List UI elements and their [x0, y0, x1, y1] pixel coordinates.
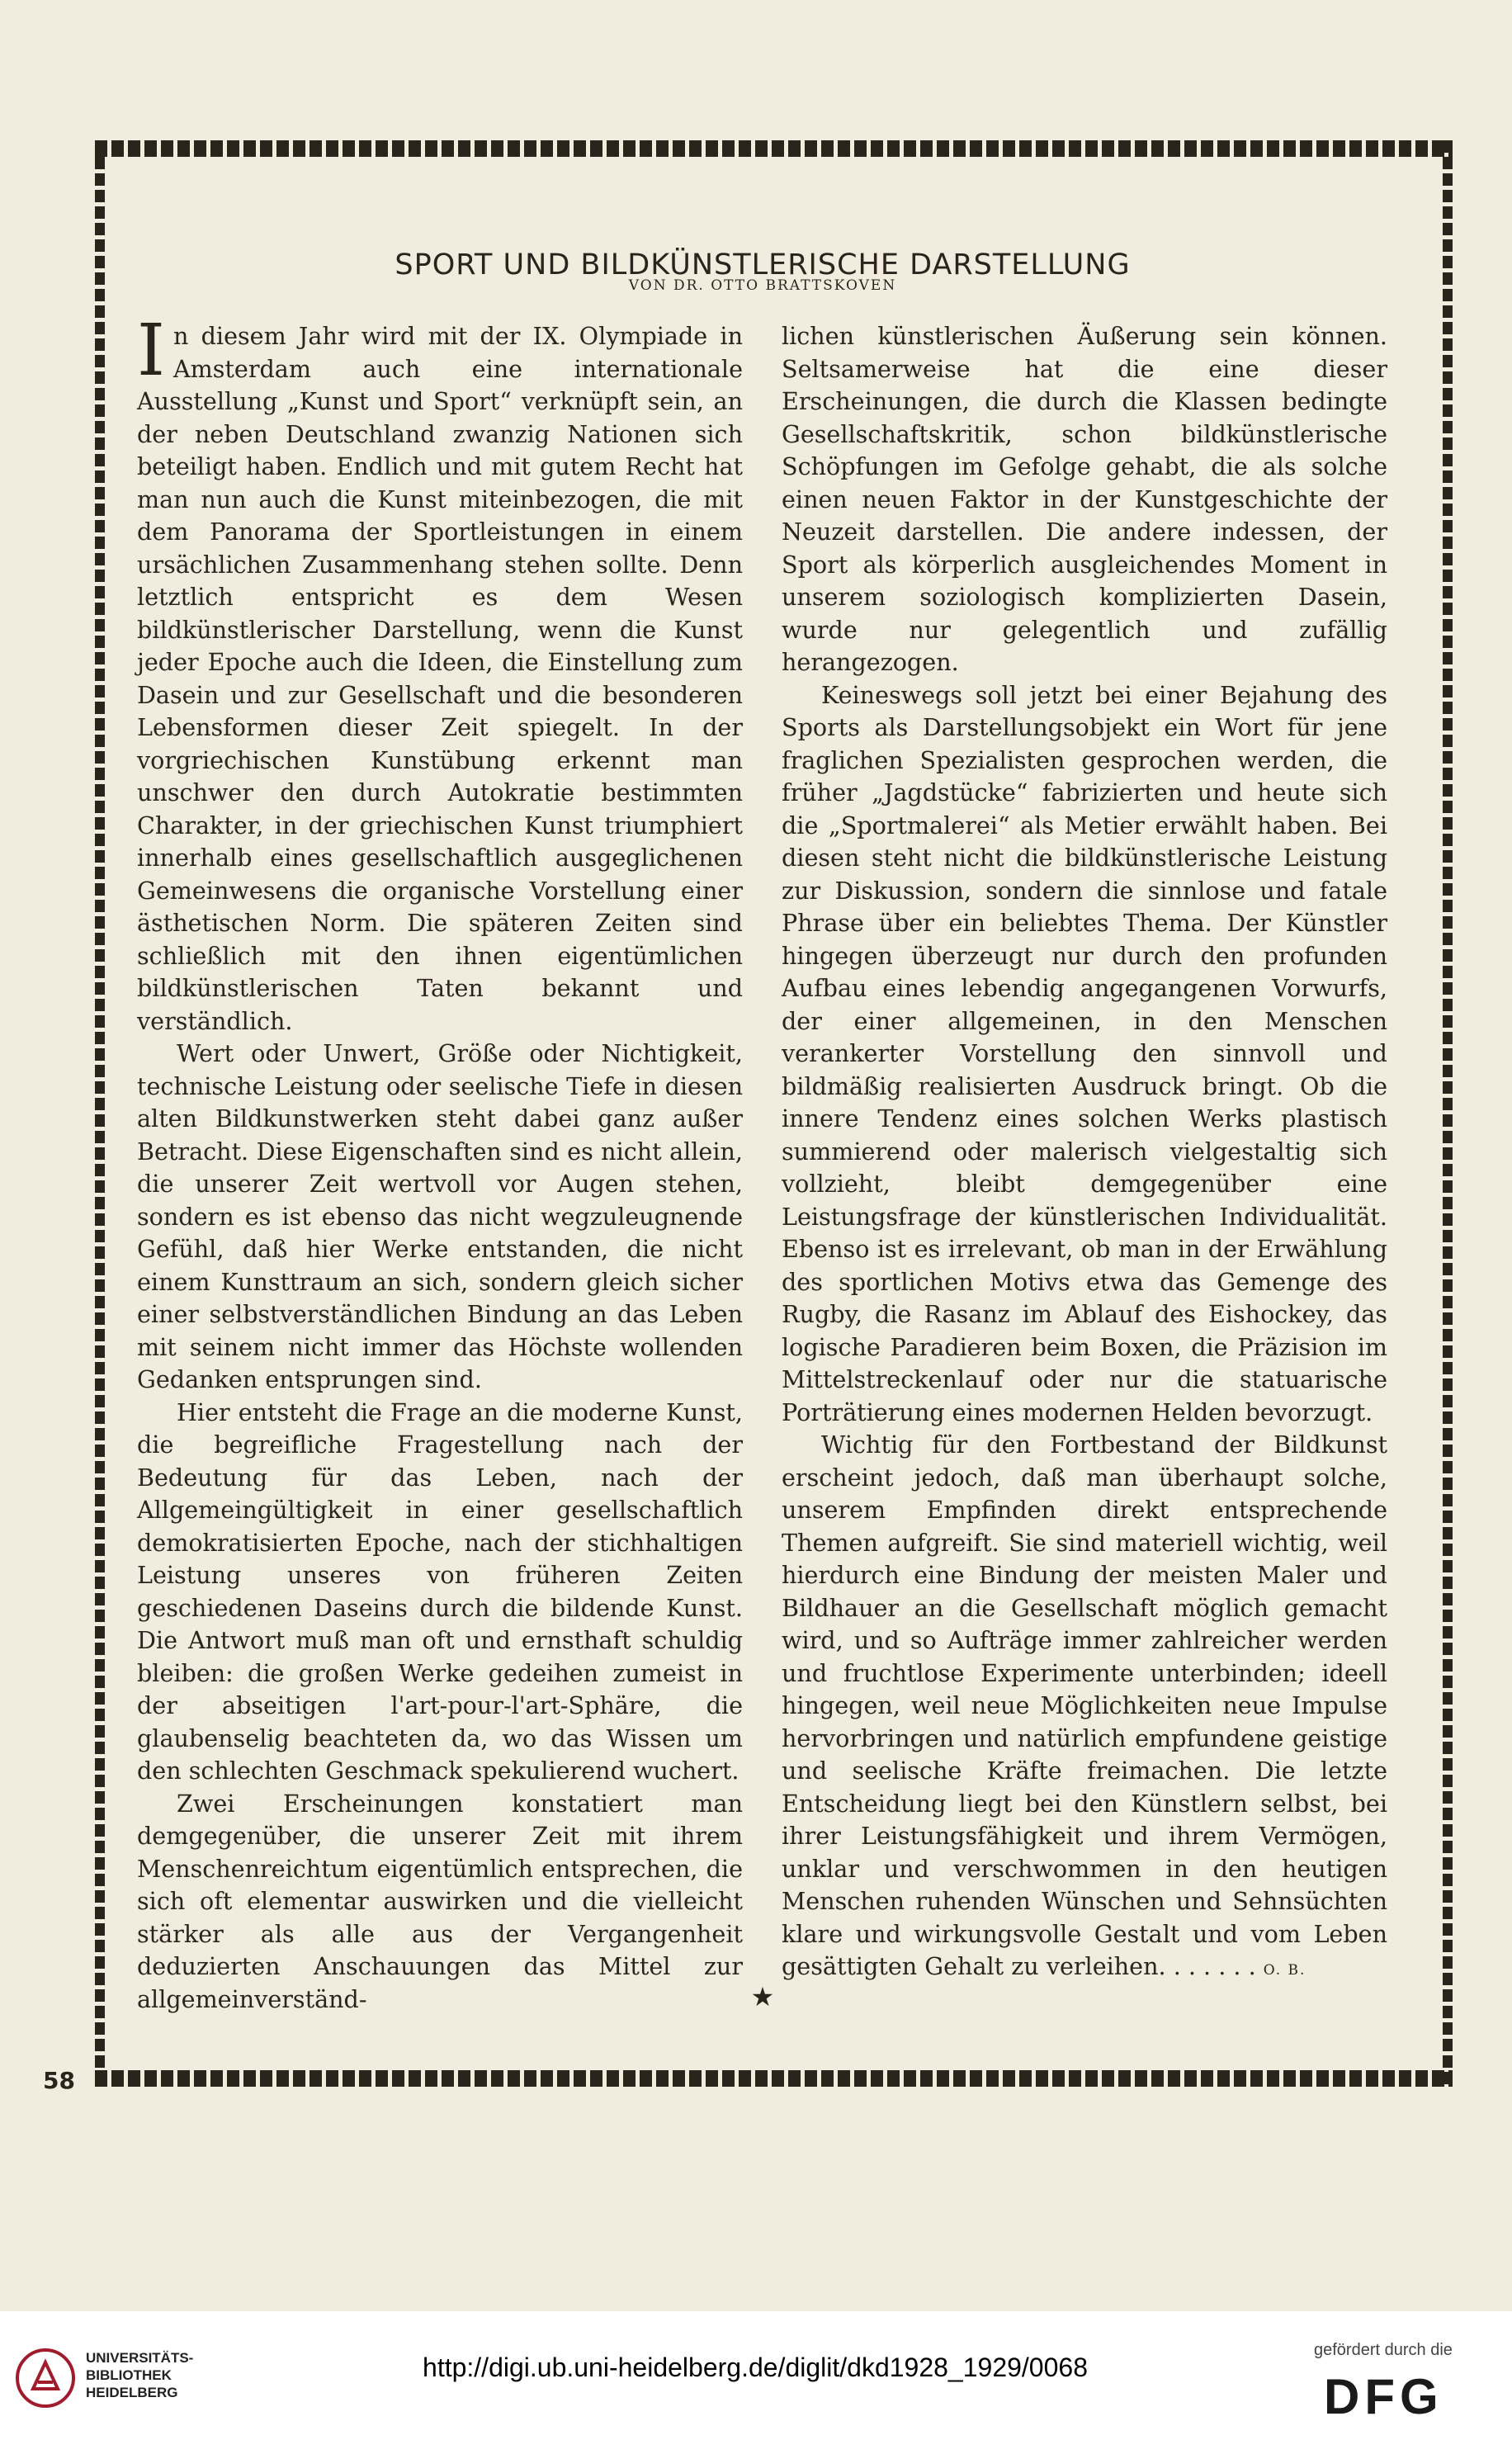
dfg-logo: [1324, 2369, 1486, 2424]
ornamental-border-bottom: [95, 2070, 1453, 2087]
article-title: SPORT UND BILDKÜNSTLERISCHE DARSTELLUNG: [395, 248, 1131, 282]
paragraph-text: Wichtig für den Fortbestand der Bildkunst erscheint jedoch, daß man überhaupt solche, unserem Empfinden direkt entsprechende Themen aufgreift. Sie sind materiell wichtig, weil hierdurch eine Bindung der meisten Maler und Bildhauer an die Gesellschaft möglich gemacht wird, und so Aufträge immer zahlreicher werden und fruchtlose Experimente unterbinden; ideell hingegen, weil neue Möglichkeiten neue Impulse hervorbringen und natürlich empfundene geistige und seelische Kräfte freimachen. Die letzte Entscheidung liegt bei den Künstlern selbst, bei ihrer Leistungsfähigkeit und ihrem Vermögen, unklar und verschwommen in den heutigen Menschen ruhenden Wünschen und Sehnsüchten klare und wirkungsvolle Gestalt und vom Leben gesättigten Gehalt zu verleihen. . . . . . .: [782, 1430, 1387, 1980]
svg-text:DFG: DFG: [1324, 2369, 1443, 2424]
paragraph-text: n diesem Jahr wird mit der IX. Olympiade in Amsterdam auch eine internationale Ausstellung „Kunst und Sport“ verknüpft sein, an der neben Deutschland zwanzig Nationen sich beteiligt haben. Endlich und mit gutem Recht hat man nun auch die Kunst miteinbezogen, die mit dem Panorama der Sportleistungen in einem ursächlichen Zusammenhang stehen sollte. Denn letztlich entspricht es dem Wesen bildkünstlerischer Darstellung, wenn die Kunst jeder Epoche auch die Ideen, die Einstellung zum Dasein und zur Gesellschaft und die besonderen Lebensformen dieser Zeit spiegelt. In der vorgriechischen Kunstübung erkennt man unschwer den durch Autokratie bestimmten Charakter, in der griechischen Kunst triumphiert innerhalb eines gesellschaftlich ausgeglichenen Gemeinwesens die organische Vorstellung einer ästhetischen Norm. Die späteren Zeiten sind schließlich mit den ihnen eigentümlichen bildkünstlerischen Taten bekannt und verständlich.: [137, 322, 743, 1035]
source-url-link[interactable]: http://digi.ub.uni-heidelberg.de/diglit/dkd1928_1929/0068: [423, 2353, 1088, 2382]
ornamental-border-right: [1443, 140, 1453, 2087]
paragraph: lichen künstlerischen Äußerung sein können. Seltsamerweise hat die eine dieser Erscheinungen, die durch die Klassen bedingte Gesellschaftskritik, schon bildkünstlerische Schöpfungen im Gefolge gehabt, die als solche einen neuen Faktor in der Kunstgeschichte der Neuzeit darstellen. Die andere indessen, der Sport als körperlich ausgleichendes Moment in unserem soziologisch komplizierten Dasein, wurde nur gelegentlich und zufällig herangezogen.: [782, 322, 1387, 676]
text-column-right: [782, 320, 1387, 1980]
paragraph: Wert oder Unwert, Größe oder Nichtigkeit, technische Leistung oder seelische Tiefe in diesen alten Bildkunstwerken steht dabei ganz außer Betracht. Diese Eigenschaften sind es nicht allein, die unserer Zeit wertvoll vor Augen stehen, sondern es ist ebenso das nicht wegzuleugnende Gefühl, daß hier Werke entstanden, die nicht einem Kunsttraum an sich, sondern gleich sicher einer selbstverständlichen Bindung an das Leben mit seinem nicht immer das Höchste wollenden Gedanken entsprungen sind.: [137, 1039, 743, 1393]
paragraph: Keineswegs soll jetzt bei einer Bejahung des Sports als Darstellungsobjekt ein Wort für jene fraglichen Spezialisten gesprochen werden, die früher „Jagdstücke“ fabrizierten und heute sich die „Sportmalerei“ als Metier erwählt haben. Bei diesen steht nicht die bildkünstlerische Leistung zur Diskussion, sondern die sinnlose und fatale Phrase über ein beliebtes Thema. Der Künstler hingegen überzeugt nur durch den profunden Aufbau eines lebendig angegangenen Vorwurfs, der einer allgemeinen, in den Menschen verankerter Vorstellung den sinnvoll und bildmäßig realisierten Ausdruck bringt. Ob die innere Tendenz eines solchen Werks plastisch summierend oder malerisch vielgestaltig sich vollzieht, bleibt demgegenüber eine Leistungsfrage der künstlerischen Individualität. Ebenso ist es irrelevant, ob man in der Erwählung des sportlichen Motivs etwa das Gemenge des Rugby, die Rasanz im Ablauf des Eishockey, das logische Paradieren beim Boxen, die Präzision im Mittelstreckenlauf oder nur die statuarische Porträtierung eines modernen Helden bevorzugt.: [782, 680, 1387, 1426]
ornamental-border-left: [95, 140, 105, 2087]
paragraph: [782, 1429, 1387, 1988]
star-ornament-icon: ★: [750, 1981, 775, 2012]
paragraph: Hier entsteht die Frage an die moderne Kunst, die begreifliche Fragestellung nach der Bedeutung für das Leben, nach der Allgemeingültigkeit in einer gesellschaftlich demokratisierten Epoche, nach der stichhaltigen Leistung unseres von früheren Zeiten geschiedenen Daseins durch die bildende Kunst. Die Antwort muß man oft und ernsthaft schuldig bleiben: die großen Werke gedeihen zumeist in der abseitigen l'art-pour-l'art-Sphäre, die glaubenselig beachteten da, wo das Wissen um den schlechten Geschmack spekulierend wuchert.: [137, 1397, 743, 1785]
paragraph: Zwei Erscheinungen konstatiert man demgegenüber, die unserer Zeit mit ihrem Menschenreichtum eigentümlich entsprechen, die sich oft elementar auswirken und die vielleicht stärker als alle aus der Vergangenheit deduzierten Anschauungen das Mittel zur allgemeinverständ-: [137, 1789, 743, 2013]
drop-cap: I: [137, 310, 165, 392]
author-signature: O. B.: [1263, 1962, 1306, 1979]
page-number: 58: [43, 2067, 75, 2094]
article-byline: VON DR. OTTO BRATTSKOVEN: [628, 277, 897, 294]
library-name: UNIVERSITÄTS- BIBLIOTHEK HEIDELBERG: [86, 2350, 194, 2400]
ornamental-border-top: [95, 140, 1453, 157]
text-column-left: [137, 310, 743, 2013]
funding-note: gefördert durch die: [1314, 2341, 1453, 2359]
footer-bar: [0, 2311, 1512, 2440]
university-seal-icon: [15, 2348, 76, 2409]
paragraph: [137, 310, 743, 1038]
